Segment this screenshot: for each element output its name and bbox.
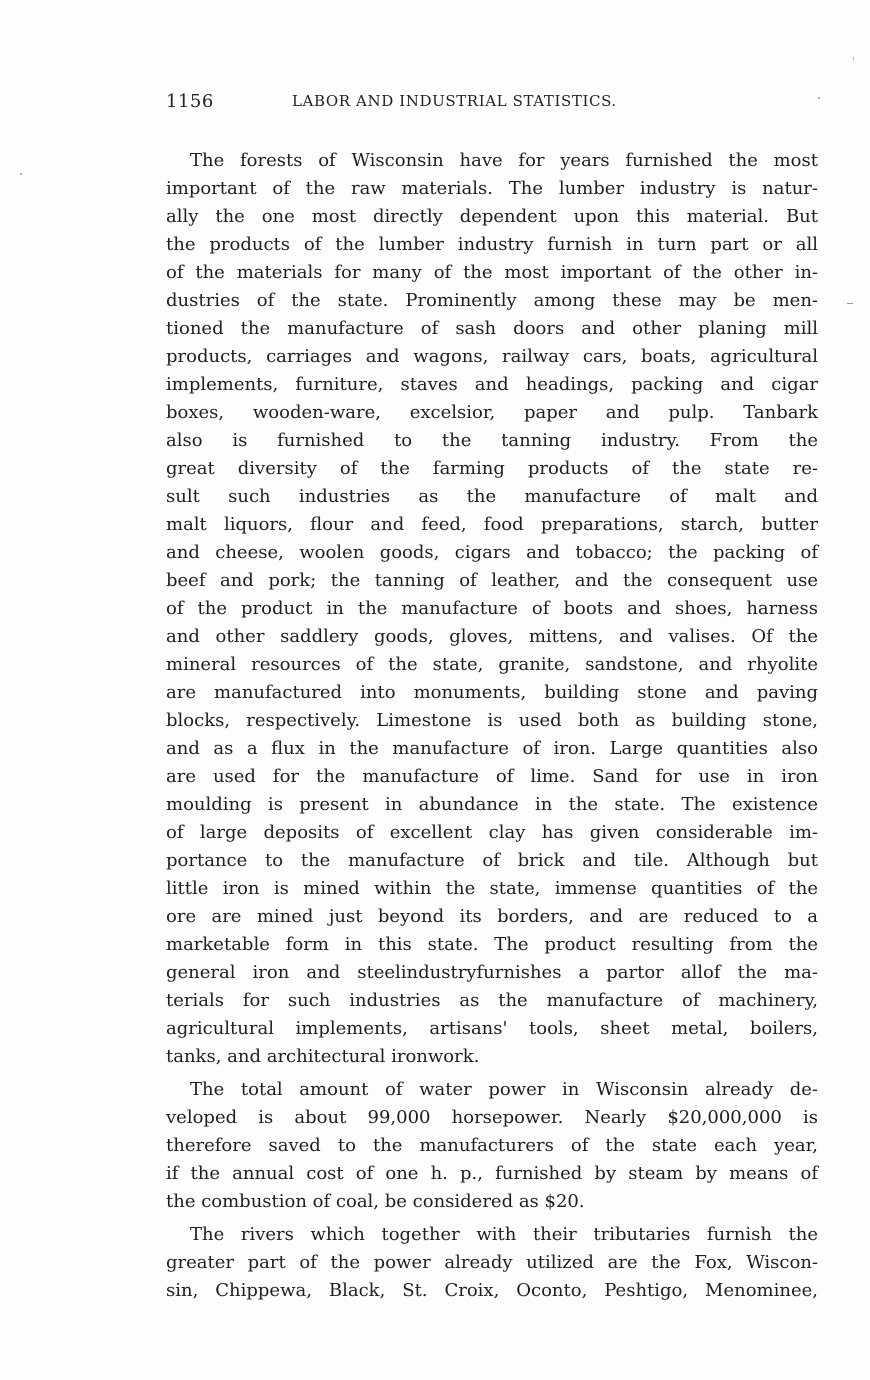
text-line: dustries of the state. Prominently among these may be men- [166,290,818,311]
text-line: general iron and steelindustryfurnishes a partor allof the ma- [166,962,818,983]
running-title: LABOR AND INDUSTRIAL STATISTICS. [292,92,617,110]
text-line: the products of the lumber industry furnish in turn part or all [166,234,818,255]
text-line: beef and pork; the tanning of leather, and the consequent use [166,570,818,591]
text-line: of the product in the manufacture of boots and shoes, harness [166,598,818,619]
scan-speck [853,57,854,60]
text-line: sult such industries as the manufacture of malt and [166,486,818,507]
text-line: boxes, wooden-ware, excelsior, paper and pulp. Tanbark [166,402,818,423]
text-line: ally the one most directly dependent upon this material. But [166,206,818,227]
running-head [166,91,818,115]
body-text [166,147,818,1305]
text-line: implements, furniture, staves and headings, packing and cigar [166,374,818,395]
text-line: tioned the manufacture of sash doors and other planing mill [166,318,818,339]
text-line: blocks, respectively. Limestone is used both as building stone, [166,710,818,731]
text-line: of large deposits of excellent clay has given considerable im- [166,822,818,843]
text-line: are manufactured into monuments, building stone and paving [166,682,818,703]
scan-speck [818,97,820,99]
text-line: malt liquors, flour and feed, food preparations, starch, butter [166,514,818,535]
text-line: of the materials for many of the most important of the other in- [166,262,818,283]
paragraph-water-power [166,1076,818,1216]
scan-speck [847,303,853,304]
text-line: The rivers which together with their tributaries furnish the [190,1224,818,1245]
text-line: mineral resources of the state, granite, sandstone, and rhyolite [166,654,818,675]
text-line: terials for such industries as the manufacture of machinery, [166,990,818,1011]
text-line: portance to the manufacture of brick and tile. Although but [166,850,818,871]
page-number: 1156 [166,91,214,112]
text-line: great diversity of the farming products of the state re- [166,458,818,479]
scan-speck [20,173,22,175]
text-line: and cheese, woolen goods, cigars and tobacco; the packing of [166,542,818,563]
paragraph-rivers [166,1221,818,1305]
text-line: agricultural implements, artisans' tools, sheet metal, boilers, [166,1018,818,1039]
text-line: and other saddlery goods, gloves, mittens, and valises. Of the [166,626,818,647]
text-line: moulding is present in abundance in the state. The existence [166,794,818,815]
text-line: greater part of the power already utilized are the Fox, Wiscon- [166,1252,818,1273]
text-line: also is furnished to the tanning industry. From the [166,430,818,451]
text-line: The forests of Wisconsin have for years furnished the most [190,150,818,171]
text-line: the combustion of coal, be considered as $20. [166,1191,585,1212]
text-line: products, carriages and wagons, railway cars, boats, agricultural [166,346,818,367]
text-line: veloped is about 99,000 horsepower. Nearly $20,000,000 is [166,1107,818,1128]
text-line: therefore saved to the manufacturers of the state each year, [166,1135,818,1156]
text-line: ore are mined just beyond its borders, and are reduced to a [166,906,818,927]
text-line: marketable form in this state. The product resulting from the [166,934,818,955]
text-line: important of the raw materials. The lumber industry is natur- [166,178,818,199]
paragraph-forests-materials [166,147,818,1071]
text-line: if the annual cost of one h. p., furnished by steam by means of [166,1163,818,1184]
text-line: and as a flux in the manufacture of iron. Large quantities also [166,738,818,759]
text-line: sin, Chippewa, Black, St. Croix, Oconto, Peshtigo, Menominee, [166,1280,818,1301]
text-line: tanks, and architectural ironwork. [166,1046,480,1067]
text-line: The total amount of water power in Wisconsin already de- [190,1079,818,1100]
text-line: are used for the manufacture of lime. Sand for use in iron [166,766,818,787]
text-line: little iron is mined within the state, immense quantities of the [166,878,818,899]
